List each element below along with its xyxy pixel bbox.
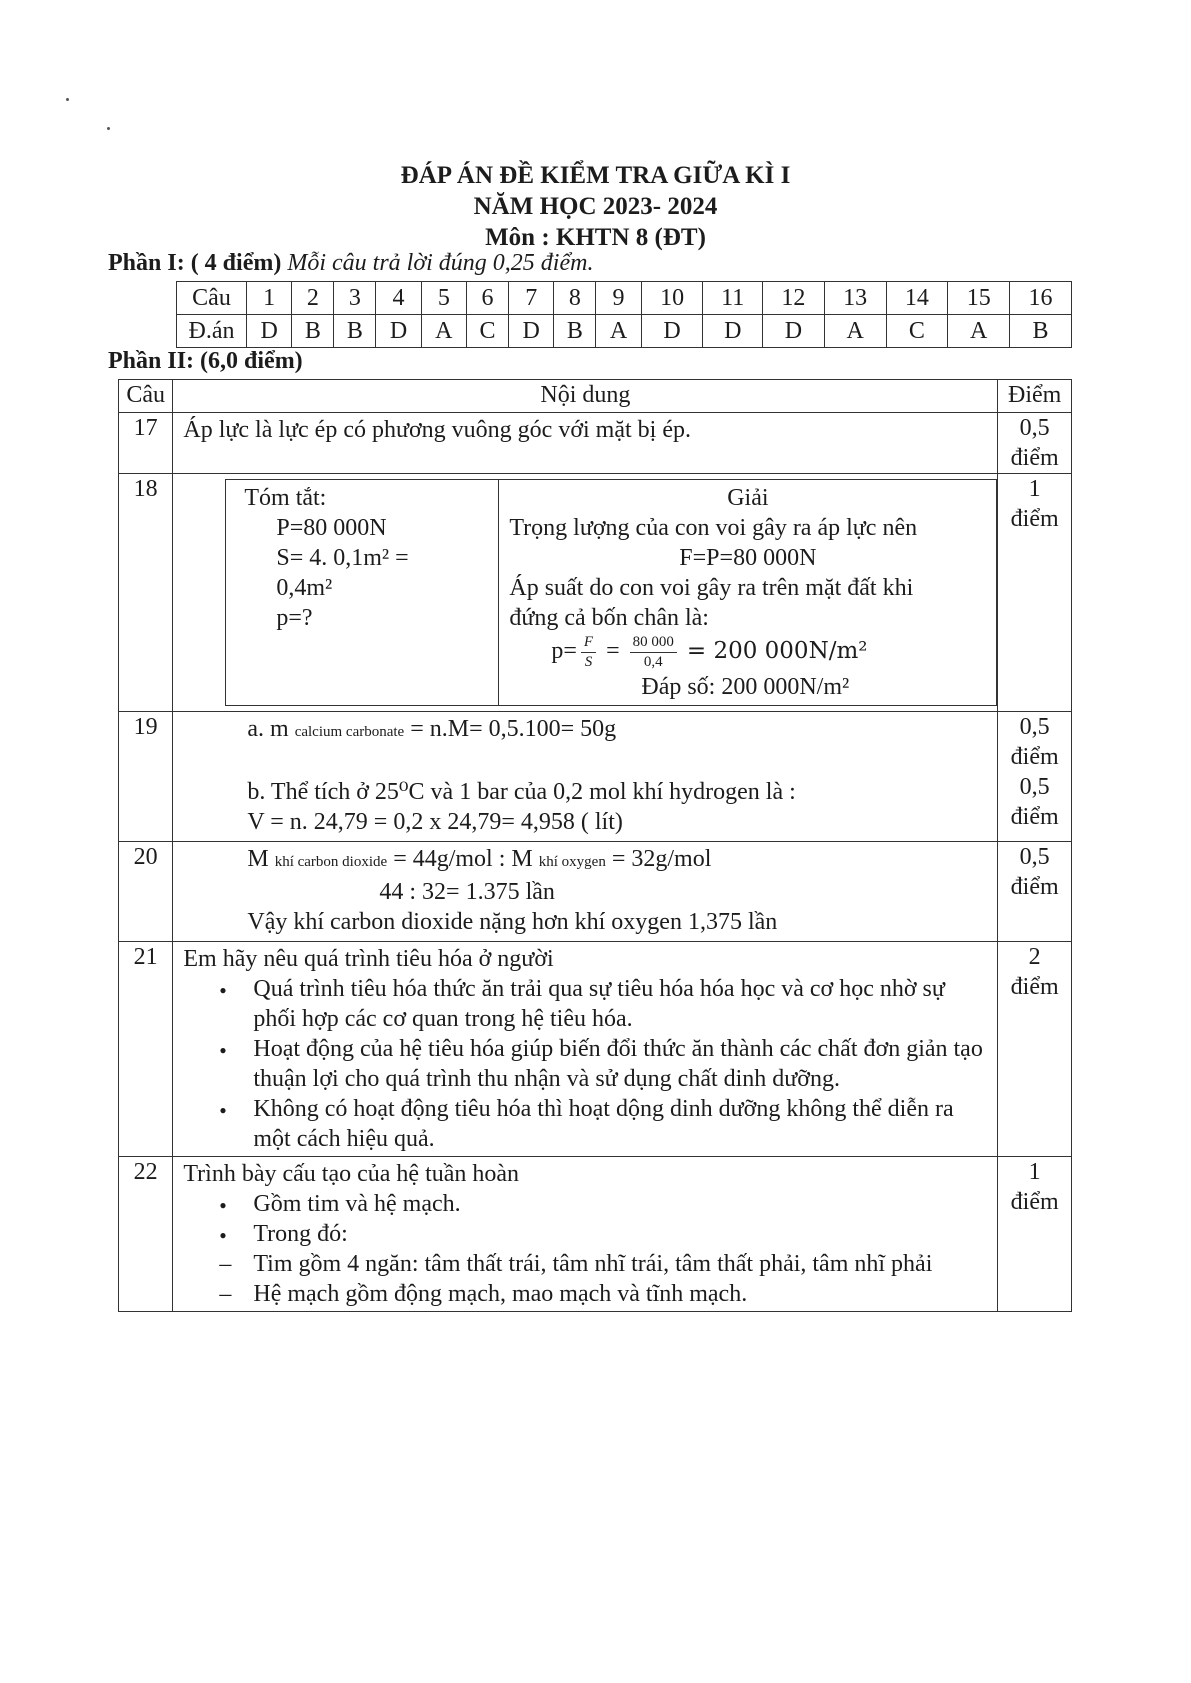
question-number: 11 [703, 282, 763, 315]
question-number: 6 [467, 282, 509, 315]
points-unit: điểm [1010, 744, 1059, 770]
points [998, 474, 1072, 712]
answer-cell: B [334, 315, 376, 348]
fraction-numerator: 80 000 [630, 633, 677, 653]
part-b-calc: V = n. 24,79 = 0,2 x 24,79= 4,958 ( lít) [247, 809, 623, 835]
question-number: 2 [292, 282, 334, 315]
answer-cell: A [824, 315, 886, 348]
table-row [119, 712, 1072, 842]
question-number: 21 [119, 942, 173, 1157]
list-item: – Hệ mạch gồm động mạch, mao mạch và tĩnh mạch. [253, 1279, 987, 1309]
table-row [119, 413, 1072, 474]
ratio: 44 : 32= 1.375 lần [379, 879, 555, 905]
answer-cell: C [467, 315, 509, 348]
question-number: 20 [119, 842, 173, 942]
essay-answer-table [118, 379, 1072, 1312]
question-number: 5 [421, 282, 466, 315]
answer-cell: A [421, 315, 466, 348]
question-number: 15 [948, 282, 1010, 315]
table-row [119, 942, 1072, 1157]
answer-text: Áp lực là lực ép có phương vuông góc với mặt bị ép. [173, 413, 998, 474]
header-question: Câu [119, 380, 173, 413]
part1-label: Phần I: ( 4 điểm) [108, 250, 282, 276]
points-unit: điểm [1010, 804, 1059, 830]
part2-heading [108, 348, 303, 375]
molar-mass-subscript: khí oxygen [538, 854, 606, 870]
given-area-value: 0,4m² [276, 575, 333, 601]
question-number: 14 [886, 282, 948, 315]
table-header [119, 380, 1072, 413]
answer-cell: D [376, 315, 421, 348]
question-number: 10 [641, 282, 703, 315]
given-area: S= 4. 0,1m² = [276, 545, 409, 571]
solution-line: đứng cả bốn chân là: [509, 605, 709, 631]
solution-line: F=P=80 000N [679, 545, 817, 571]
row-label: Đ.án [177, 315, 247, 348]
part-a-prefix: a. m [247, 716, 289, 742]
answer-cell: B [1010, 315, 1072, 348]
question-number: 1 [247, 282, 292, 315]
points-value: 0,5 [1019, 714, 1050, 740]
list-item: ● Gồm tim và hệ mạch. [253, 1189, 987, 1219]
points-unit: điểm [1010, 974, 1059, 1000]
answer-cell: A [948, 315, 1010, 348]
answer-cell: D [763, 315, 825, 348]
points-unit: điểm [1010, 874, 1059, 900]
answer-content [173, 842, 998, 942]
solution-title: Giải [727, 485, 769, 511]
points-value: 1 [1028, 1159, 1041, 1185]
answer-cell: D [247, 315, 292, 348]
dash-list [183, 1249, 987, 1309]
row-label: Câu [177, 282, 247, 315]
part-a-value: = n.M= 0,5.100= 50g [410, 716, 617, 742]
molar-mass-symbol: M [247, 846, 269, 872]
fraction-denominator: 0,4 [643, 654, 663, 670]
subject: Môn : KHTN 8 (ĐT) [485, 224, 706, 251]
table-row [119, 1157, 1072, 1312]
points [998, 712, 1072, 842]
question-number: 12 [763, 282, 825, 315]
fraction-denominator: S [584, 654, 593, 670]
list-item: ● Quá trình tiêu hóa thức ăn trải qua sự tiêu hóa hóa học và cơ học nhờ sự phối hợp các cơ quan trong hệ tiêu hóa. [253, 974, 987, 1034]
table-row [119, 842, 1072, 942]
bullet-list [183, 974, 987, 1154]
question-number: 7 [509, 282, 554, 315]
bullet-list [183, 1189, 987, 1249]
given-values [244, 513, 480, 633]
equals-sign: = [606, 638, 620, 665]
part-b: b. Thể tích ở 25⁰C và 1 bar của 0,2 mol khí hydrogen là : [247, 779, 796, 805]
points-unit: điểm [1010, 1189, 1059, 1215]
question-prompt: Em hãy nêu quá trình tiêu hóa ở người [183, 946, 554, 972]
list-item: ● Không có hoạt động tiêu hóa thì hoạt dộng dinh dưỡng không thể diễn ra một cách hiệu quả. [253, 1094, 987, 1154]
answer-cell: D [641, 315, 703, 348]
page-title: ĐÁP ÁN ĐỀ KIỂM TRA GIỮA KÌ I [400, 162, 791, 189]
scan-speck [107, 127, 110, 130]
formula-lhs: p= [551, 638, 577, 665]
points [998, 413, 1072, 474]
solution-line: Trọng lượng của con voi gây ra áp lực nên [509, 515, 918, 541]
answer-key-table [176, 281, 1072, 348]
mass-subscript: calcium carbonate [294, 724, 405, 740]
question-prompt: Trình bày cấu tạo của hệ tuần hoàn [183, 1161, 520, 1187]
answer-content [173, 942, 998, 1157]
question-number: 18 [119, 474, 173, 712]
part1-heading [108, 250, 593, 277]
points [998, 842, 1072, 942]
answer-content [173, 474, 998, 712]
inner-row [226, 480, 997, 706]
question-number: 13 [824, 282, 886, 315]
header-content: Nội dung [173, 380, 998, 413]
header-points: Điểm [998, 380, 1072, 413]
conclusion: Vậy khí carbon dioxide nặng hơn khí oxygen 1,375 lần [247, 909, 778, 935]
solution-line: Áp suất do con voi gây ra trên mặt đất khi [509, 575, 914, 601]
answer-row [177, 315, 1072, 348]
list-item: – Tim gồm 4 ngăn: tâm thất trái, tâm nhĩ trái, tâm thất phải, tâm nhĩ phải [253, 1249, 987, 1279]
points-value: 0,5 [1019, 774, 1050, 800]
fraction-f-s [581, 633, 596, 672]
problem-solution-table [225, 479, 997, 706]
list-item: ● Trong đó: [253, 1219, 987, 1249]
summary-box [226, 480, 499, 706]
answer-cell: B [292, 315, 334, 348]
question-number: 3 [334, 282, 376, 315]
molar-mass-value: = 44g/mol : [393, 846, 506, 872]
molar-masses [247, 844, 987, 877]
final-answer: Đáp số: 200 000N/m² [641, 674, 850, 700]
fraction-numerator: F [581, 633, 596, 653]
points-unit: điểm [1010, 506, 1059, 532]
points [998, 942, 1072, 1157]
answer-cell: B [554, 315, 596, 348]
question-number: 4 [376, 282, 421, 315]
part-a [247, 714, 987, 747]
answer-cell: D [509, 315, 554, 348]
points-value: 0,5 [1019, 415, 1050, 441]
question-number: 16 [1010, 282, 1072, 315]
question-number-row [177, 282, 1072, 315]
answer-content [173, 1157, 998, 1312]
answer-content [173, 712, 998, 842]
scan-speck [66, 98, 69, 101]
molar-mass-symbol: M [511, 846, 533, 872]
list-item: ● Hoạt động của hệ tiêu hóa giúp biến đổi thức ăn thành các chất đơn giản tạo thuận lợi cho quá trình thu nhận và sử dụng chất dinh dưỡng. [253, 1034, 987, 1094]
fraction-values [630, 633, 677, 672]
points-value: 2 [1028, 944, 1041, 970]
question-number: 17 [119, 413, 173, 474]
question-number: 9 [596, 282, 641, 315]
answer-cell: A [596, 315, 641, 348]
points-value: 0,5 [1019, 844, 1050, 870]
given-weight: P=80 000N [276, 515, 387, 541]
answer-cell: C [886, 315, 948, 348]
part1-note: Mỗi câu trả lời đúng 0,25 điểm. [287, 250, 594, 276]
points-value: 1 [1028, 476, 1041, 502]
question-number: 8 [554, 282, 596, 315]
solution-box [499, 480, 997, 706]
points-unit: điểm [1010, 445, 1059, 471]
molar-mass-value: = 32g/mol [611, 846, 712, 872]
unknown: p=? [276, 605, 313, 631]
school-year: NĂM HỌC 2023- 2024 [473, 193, 718, 220]
part2-label: Phần II: (6,0 điểm) [108, 348, 303, 374]
formula-result: = 200 000N/m² [686, 638, 868, 665]
molar-mass-subscript: khí carbon dioxide [274, 854, 388, 870]
summary-title: Tóm tắt: [244, 485, 327, 511]
pressure-formula [509, 633, 986, 672]
table-row [119, 474, 1072, 712]
answer-cell: D [703, 315, 763, 348]
question-number: 22 [119, 1157, 173, 1312]
question-number: 19 [119, 712, 173, 842]
points [998, 1157, 1072, 1312]
